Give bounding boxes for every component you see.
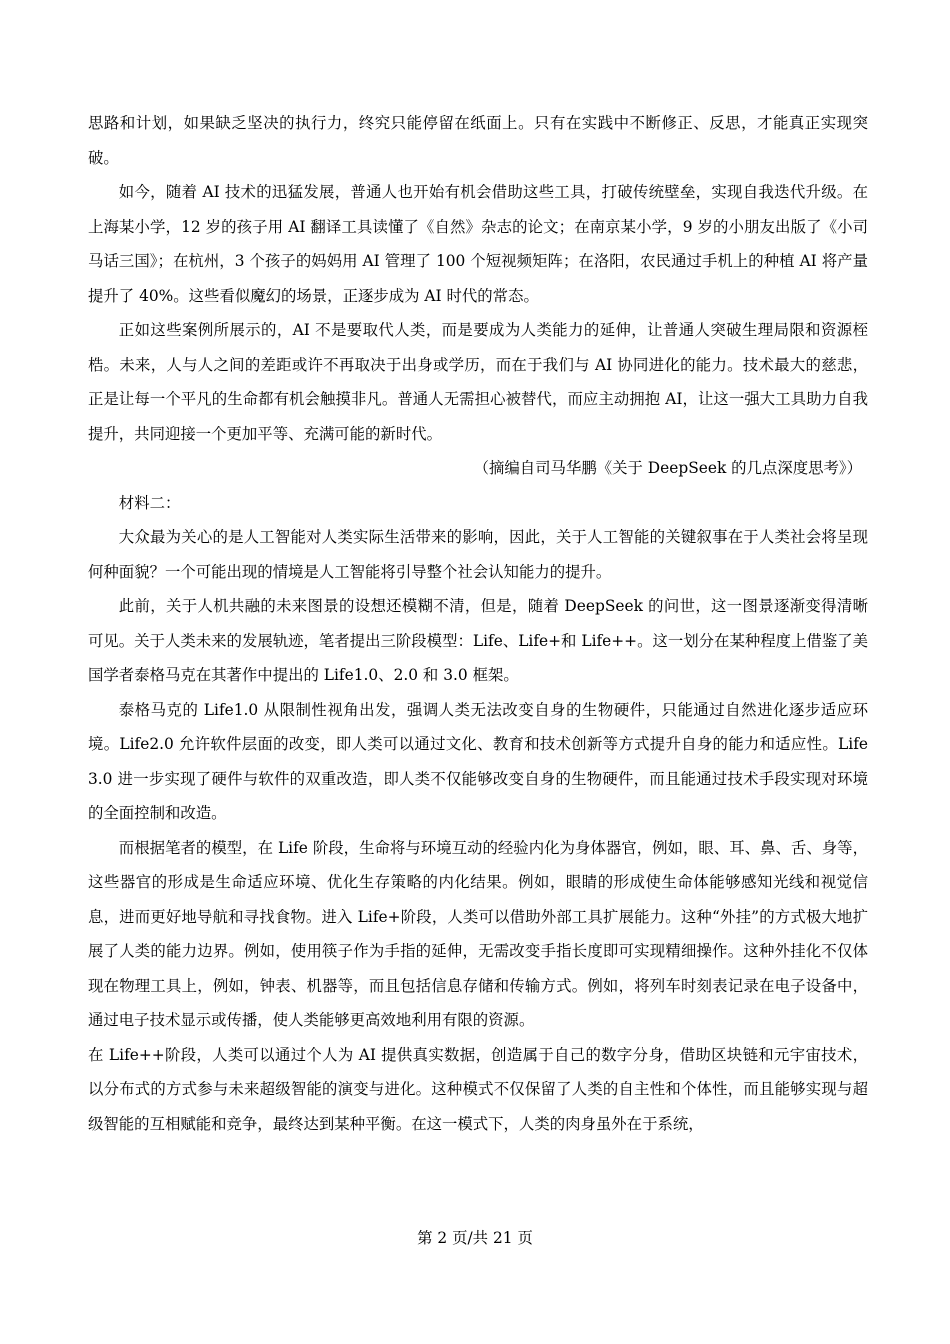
paragraph-continuation: 思路和计划，如果缺乏坚决的执行力，终究只能停留在纸面上。只有在实践中不断修正、反思，才能真正实现突破。 bbox=[88, 114, 868, 167]
document-body bbox=[88, 106, 868, 1141]
section-heading-material-two: 材料二： bbox=[118, 493, 181, 512]
paragraph-ai-examples: 如今，随着 AI 技术的迅猛发展，普通人也开始有机会借助这些工具，打破传统壁垒，实现自我迭代升级。在上海某小学，12 岁的孩子用 AI 翻译工具读懂了《自然》杂志的论文；在南京某小学，9 岁的小朋友出版了《小司马话三国》；在杭州，3 个孩子的妈妈用 AI 管理了 100 个短视频矩阵；在洛阳，农民通过手机上的种植 AI 将产量提升了 40%。这些看似魔幻的场景，正逐步成为 AI 时代的常态。 bbox=[88, 183, 868, 305]
paragraph-life-plus: 而根据笔者的模型，在 Life 阶段，生命将与环境互动的经验内化为身体器官，例如，眼、耳、鼻、舌、身等，这些器官的形成是生命适应环境、优化生存策略的内化结果。例如，眼睛的形成使生命体能够感知光线和视觉信息，进而更好地导航和寻找食物。进入 Life+阶段，人类可以借助外部工具扩展能力。这种“外挂”的方式极大地扩展了人类的能力边界。例如，使用筷子作为手指的延伸，无需改变手指长度即可实现精细操作。这种外挂化不仅体现在物理工具上，例如，钟表、机器等，而且包括信息存储和传输方式。例如，将列车时刻表记录在电子设备中，通过电子技术显示或传播，使人类能够更高效地利用有限的资源。 bbox=[88, 838, 868, 1029]
paragraph-public-concern: 大众最为关心的是人工智能对人类实际生活带来的影响，因此，关于人工智能的关键叙事在于人类社会将呈现何种面貌？一个可能出现的情境是人工智能将引导整个社会认知能力的提升。 bbox=[88, 528, 868, 581]
source-citation: （摘编自司马华鹏《关于 DeepSeek 的几点深度思考》） bbox=[473, 459, 862, 477]
paragraph-life-plus-plus: 在 Life++阶段，人类可以通过个人为 AI 提供真实数据，创造属于自己的数字分身，借助区块链和元宇宙技术，以分布式的方式参与未来超级智能的演变与进化。这种模式不仅保留了人类的自主性和个体性，而且能够实现与超级智能的互相赋能和竞争，最终达到某种平衡。在这一模式下，人类的肉身虽外在于系统， bbox=[88, 1045, 868, 1133]
paragraph-ai-extension: 正如这些案例所展示的，AI 不是要取代人类，而是要成为人类能力的延伸，让普通人突破生理局限和资源桎梏。未来，人与人之间的差距或许不再取决于出身或学历，而在于我们与 AI 协同进化的能力。技术最大的慈悲，正是让每一个平凡的生命都有机会触摸非凡。普通人无需担心被替代，而应主动拥抱 AI，让这一强大工具助力自我提升，共同迎接一个更加平等、充满可能的新时代。 bbox=[88, 321, 868, 443]
page-number-footer: 第 2 页/共 21 页 bbox=[417, 1229, 533, 1247]
paragraph-tegmark-life: 泰格马克的 Life1.0 从限制性视角出发，强调人类无法改变自身的生物硬件，只能通过自然进化逐步适应环境。Life2.0 允许软件层面的改变，即人类可以通过文化、教育和技术创新等方式提升自身的能力和适应性。Life3.0 进一步实现了硬件与软件的双重改造，即人类不仅能够改变自身的生物硬件，而且能通过技术手段实现对环境的全面控制和改造。 bbox=[88, 700, 868, 822]
paragraph-three-stage-model: 此前，关于人机共融的未来图景的设想还模糊不清，但是，随着 DeepSeek 的问世，这一图景逐渐变得清晰可见。关于人类未来的发展轨迹，笔者提出三阶段模型：Life、Life+和 Life++。这一划分在某种程度上借鉴了美国学者泰格马克在其著作中提出的 Life1.0、2.0 和 3.0 框架。 bbox=[88, 597, 868, 684]
